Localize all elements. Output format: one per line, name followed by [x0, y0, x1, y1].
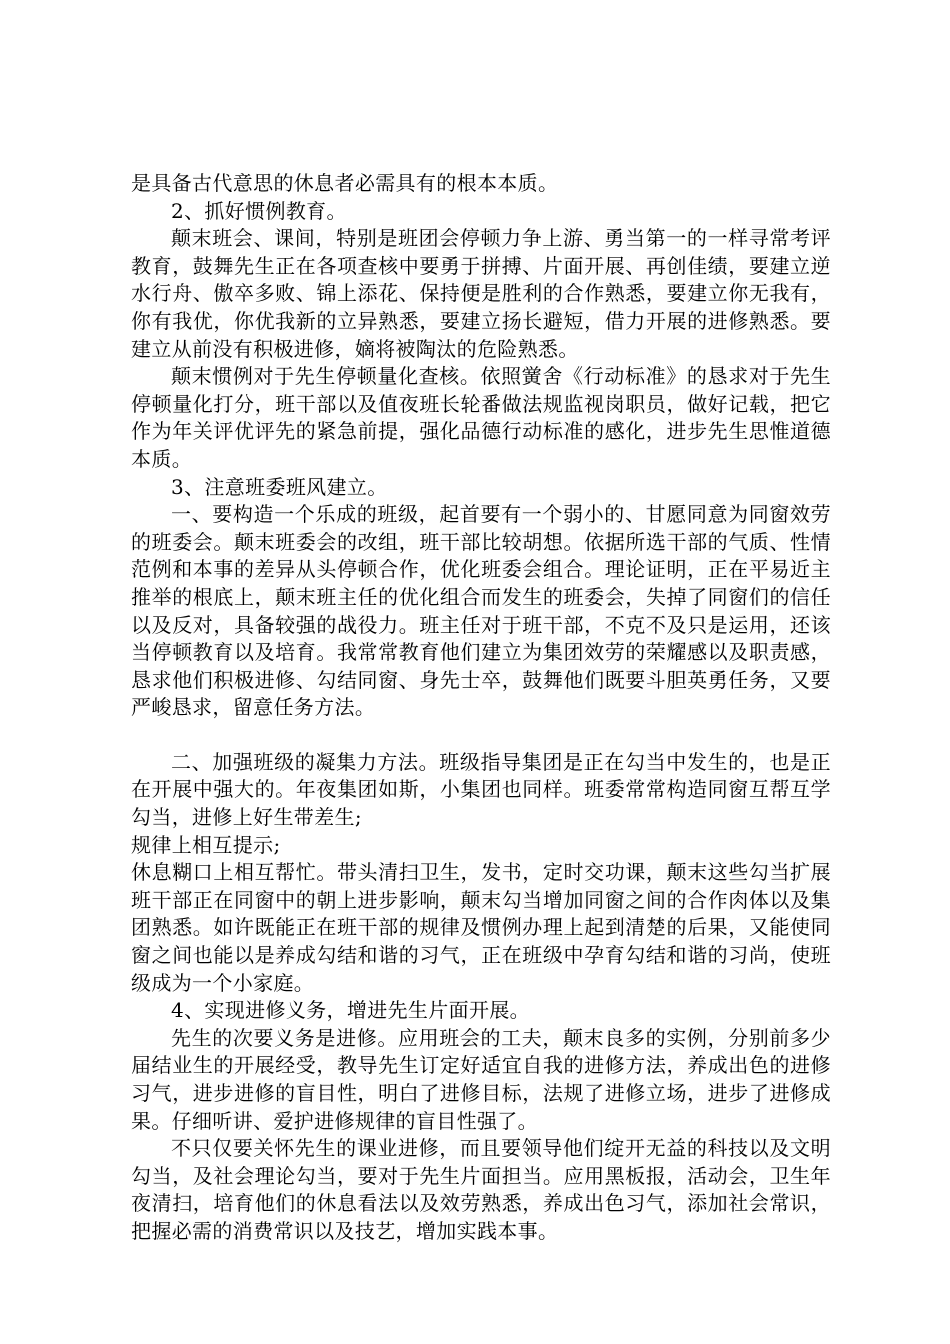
- section-heading: 2、抓好惯例教育。: [171, 198, 347, 223]
- paragraph: 二、加强班级的凝集力方法。班级指导集团是正在勾当中发生的，也是正在开展中强大的。年夜集团如斯，小集团也同样。班委常常构造同窗互帮互学勾当，进修上好生带差生;: [131, 749, 831, 830]
- paragraph: 是具备古代意思的休息者必需具有的根本本质。: [131, 171, 559, 195]
- paragraph: 颠末班会、课间，特别是班团会停顿力争上游、勇当第一的一样寻常考评教育，鼓舞先生正在各项查核中要勇于拼搏、片面开展、再创佳绩，要建立逆水行舟、傲卒多败、锦上添花、保持便是胜利的合作熟悉，要建立你无我有，你有我优，你优我新的立异熟悉，要建立扬长避短，借力开展的进修熟悉。要建立从前没有积极进修，嫡将被陶汰的危险熟悉。: [131, 226, 831, 361]
- paragraph: 一、要构造一个乐成的班级，起首要有一个弱小的、甘愿同意为同窗效劳的班委会。颠末班委会的改组，班干部比较胡想。依据所选干部的气质、性情范例和本事的差异从头停顿合作，优化班委会组合。理论证明，正在平易近主推举的根底上，颠末班主任的优化组合而发生的班委会，失掉了同窗们的信任以及反对，具备较强的战役力。班主任对于班干部，不克不及只是运用，还该当停顿教育以及培育。我常常教育他们建立为集团效劳的荣耀感以及职责感，恳求他们积极进修、勾结同窗、身先士卒，鼓舞他们既要斗胆英勇任务，又要严峻恳求，留意任务方法。: [131, 502, 831, 720]
- section-heading: 4、实现进修义务，增进先生片面开展。: [171, 998, 531, 1023]
- paragraph: 先生的次要义务是进修。应用班会的工夫，颠末良多的实例，分别前多少届结业生的开展经受，教导先生订定好适宜自我的进修方法，养成出色的进修习气，进步进修的盲目性，明白了进修目标，法规了进修立场，进步了进修成果。仔细听讲、爱护进修规律的盲目性强了。: [131, 1025, 831, 1133]
- paragraph: 颠末惯例对于先生停顿量化查核。依照黉舍《行动标准》的恳求对于先生停顿量化打分，班干部以及值夜班长轮番做法规监视岗职员，做好记载，把它作为年关评优评先的紧急前提，强化品德行动标准的感化，进步先生思惟道德本质。: [131, 364, 831, 471]
- paragraph: 不只仅要关怀先生的课业进修，而且要领导他们绽开无益的科技以及文明勾当，及社会理论勾当，要对于先生片面担当。应用黑板报，活动会，卫生年夜清扫，培育他们的休息看法以及效劳熟悉，养成出色习气，添加社会常识，把握必需的消费常识以及技艺，增加实践本事。: [131, 1136, 831, 1243]
- body-text: [131, 170, 831, 1246]
- paragraph: 休息糊口上相互帮忙。带头清扫卫生，发书，定时交功课，颠末这些勾当扩展班干部正在同窗中的朝上进步影响，颠末勾当增加同窗之间的合作肉体以及集团熟悉。如许既能正在班干部的规律及惯例办理上起到清楚的后果，又能使同窗之间也能以是养成勾结和谐的习气，正在班级中孕育勾结和谐的习尚，使班级成为一个小家庭。: [131, 860, 831, 995]
- paragraph: 规律上相互提示;: [131, 832, 281, 857]
- section-heading: 3、注意班委班风建立。: [171, 474, 388, 499]
